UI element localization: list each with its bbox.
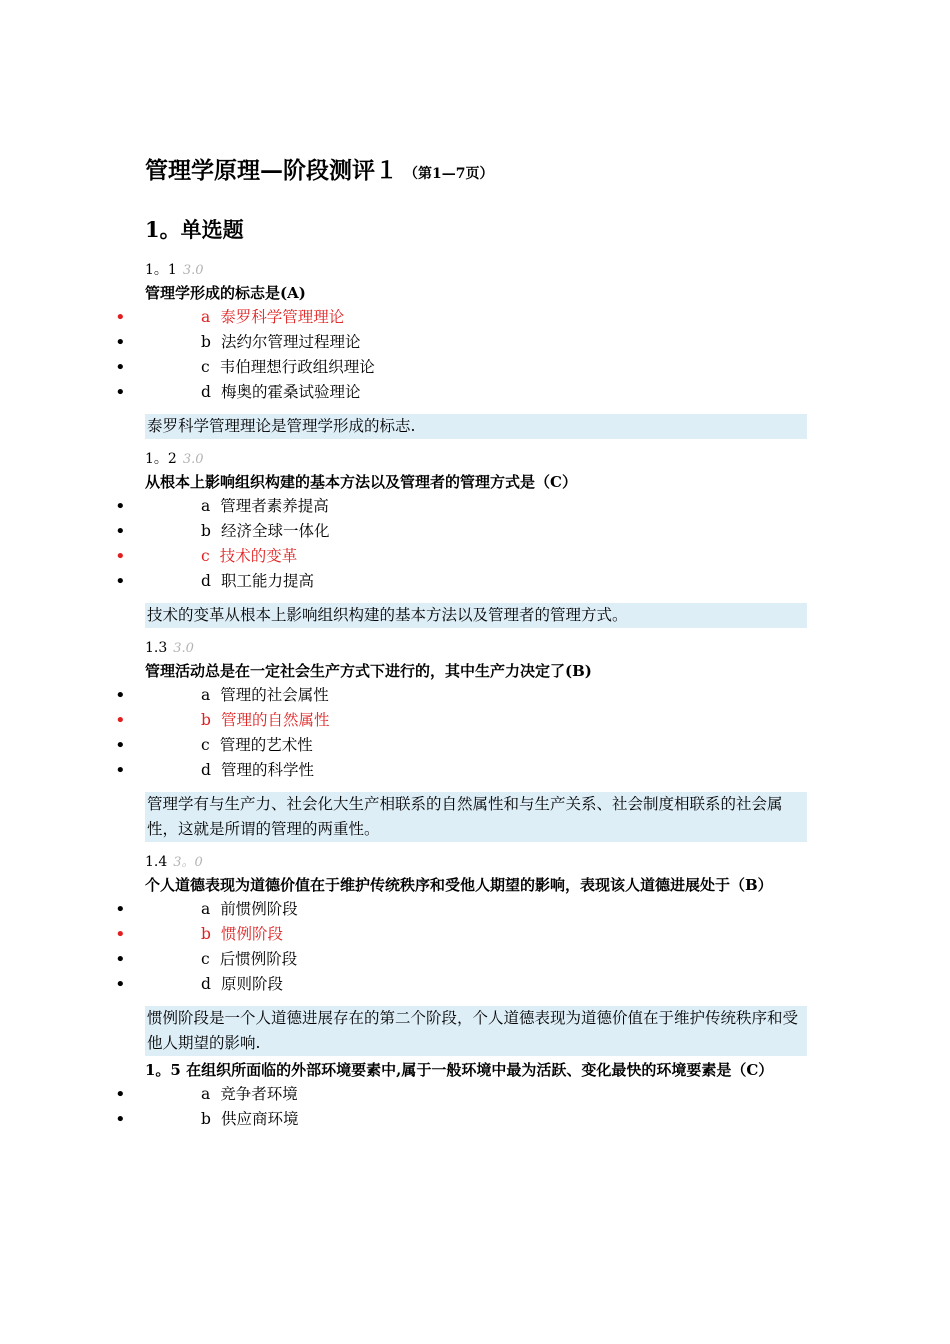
title-page-range: （第1—7页） xyxy=(404,166,494,182)
question-number-text: 1.3 xyxy=(145,640,168,656)
option-text: 原则阶段 xyxy=(220,975,283,993)
question-number xyxy=(145,260,807,281)
option-item xyxy=(145,494,807,519)
option-list xyxy=(145,683,807,783)
option-item xyxy=(145,733,807,758)
option-letter: a xyxy=(201,1085,211,1103)
option-text: 法约尔管理过程理论 xyxy=(220,333,361,351)
question-number-text: 1.4 xyxy=(145,854,168,870)
option-item-correct xyxy=(145,708,807,733)
answer-explanation: 泰罗科学管理理论是管理学形成的标志. xyxy=(145,414,807,439)
document-page xyxy=(145,150,807,1132)
option-item xyxy=(145,897,807,922)
question-block xyxy=(145,260,807,439)
option-text: 供应商环境 xyxy=(220,1110,299,1128)
question-stem xyxy=(145,1058,807,1082)
option-text: 职工能力提高 xyxy=(220,572,314,590)
question-block xyxy=(145,852,807,1056)
option-letter: b xyxy=(201,522,211,540)
option-item-correct xyxy=(145,544,807,569)
option-text: 韦伯理想行政组织理论 xyxy=(219,358,375,376)
question-block xyxy=(145,638,807,842)
option-item xyxy=(145,569,807,594)
question-block xyxy=(145,449,807,628)
option-list xyxy=(145,494,807,594)
section-heading: 1。单选题 xyxy=(145,217,244,242)
option-text: 竞争者环境 xyxy=(220,1085,298,1103)
option-letter: b xyxy=(201,1110,211,1128)
option-letter: d xyxy=(201,761,211,779)
option-letter: b xyxy=(201,925,211,943)
option-letter: c xyxy=(201,547,210,565)
option-text: 梅奥的霍桑试验理论 xyxy=(220,383,361,401)
option-letter: a xyxy=(201,497,211,515)
option-letter: d xyxy=(201,572,211,590)
option-item-correct xyxy=(145,305,807,330)
option-letter: b xyxy=(201,711,211,729)
option-item xyxy=(145,330,807,355)
option-text: 管理者素养提高 xyxy=(220,497,329,515)
question-number-text: 1。2 xyxy=(145,451,177,467)
option-letter: a xyxy=(201,308,211,326)
question-score: 3.0 xyxy=(173,641,194,656)
option-letter: b xyxy=(201,333,211,351)
option-list xyxy=(145,305,807,405)
option-letter: d xyxy=(201,975,211,993)
option-item xyxy=(145,1107,807,1132)
option-item xyxy=(145,1082,807,1107)
option-item xyxy=(145,519,807,544)
option-text: 管理的自然属性 xyxy=(220,711,330,729)
option-list xyxy=(145,1082,807,1132)
option-item-correct xyxy=(145,922,807,947)
title-main: 管理学原理—阶段测评１ xyxy=(145,157,398,184)
question-number-text: 1。5 xyxy=(145,1061,181,1079)
option-item xyxy=(145,683,807,708)
page-title xyxy=(145,150,807,192)
option-text: 管理的社会属性 xyxy=(220,686,329,704)
question-number xyxy=(145,638,807,659)
question-list xyxy=(145,260,807,1132)
option-text: 技术的变革 xyxy=(219,547,298,565)
question-stem: 管理学形成的标志是(A) xyxy=(145,284,306,302)
option-letter: c xyxy=(201,358,210,376)
option-text: 后惯例阶段 xyxy=(219,950,298,968)
option-text: 经济全球一体化 xyxy=(220,522,330,540)
option-item xyxy=(145,947,807,972)
question-score: 3.0 xyxy=(182,263,204,278)
option-list xyxy=(145,897,807,997)
answer-explanation: 管理学有与生产力、社会化大生产相联系的自然属性和与生产关系、社会制度相联系的社会属性，这就是所谓的管理的两重性。 xyxy=(145,792,807,842)
option-text: 惯例阶段 xyxy=(220,925,283,943)
answer-explanation: 技术的变革从根本上影响组织构建的基本方法以及管理者的管理方式。 xyxy=(145,603,807,628)
question-stem-text: 在组织所面临的外部环境要素中,属于一般环境中最为活跃、变化最快的环境要素是（C） xyxy=(186,1061,774,1079)
question-score: 3.0 xyxy=(182,452,204,467)
question-block xyxy=(145,1058,807,1132)
option-item xyxy=(145,380,807,405)
option-item xyxy=(145,972,807,997)
option-letter: c xyxy=(201,950,210,968)
question-number xyxy=(145,449,807,470)
option-text: 管理的科学性 xyxy=(220,761,314,779)
option-letter: a xyxy=(201,686,211,704)
question-stem: 从根本上影响组织构建的基本方法以及管理者的管理方式是（C） xyxy=(145,473,577,491)
question-stem: 个人道德表现为道德价值在于维护传统秩序和受他人期望的影响，表现该人道德进展处于（B） xyxy=(145,876,773,894)
option-item xyxy=(145,758,807,783)
option-item xyxy=(145,355,807,380)
question-number-text: 1。1 xyxy=(145,262,177,278)
question-stem: 管理活动总是在一定社会生产方式下进行的，其中生产力决定了(B) xyxy=(145,662,592,680)
option-letter: c xyxy=(201,736,210,754)
option-text: 管理的艺术性 xyxy=(219,736,313,754)
question-number xyxy=(145,852,807,873)
answer-explanation: 惯例阶段是一个人道德进展存在的第二个阶段，个人道德表现为道德价值在于维护传统秩序和受他人期望的影响. xyxy=(145,1006,807,1056)
option-letter: d xyxy=(201,383,211,401)
option-text: 前惯例阶段 xyxy=(220,900,298,918)
option-letter: a xyxy=(201,900,211,918)
option-text: 泰罗科学管理理论 xyxy=(220,308,345,326)
question-score: 3。0 xyxy=(173,855,203,870)
